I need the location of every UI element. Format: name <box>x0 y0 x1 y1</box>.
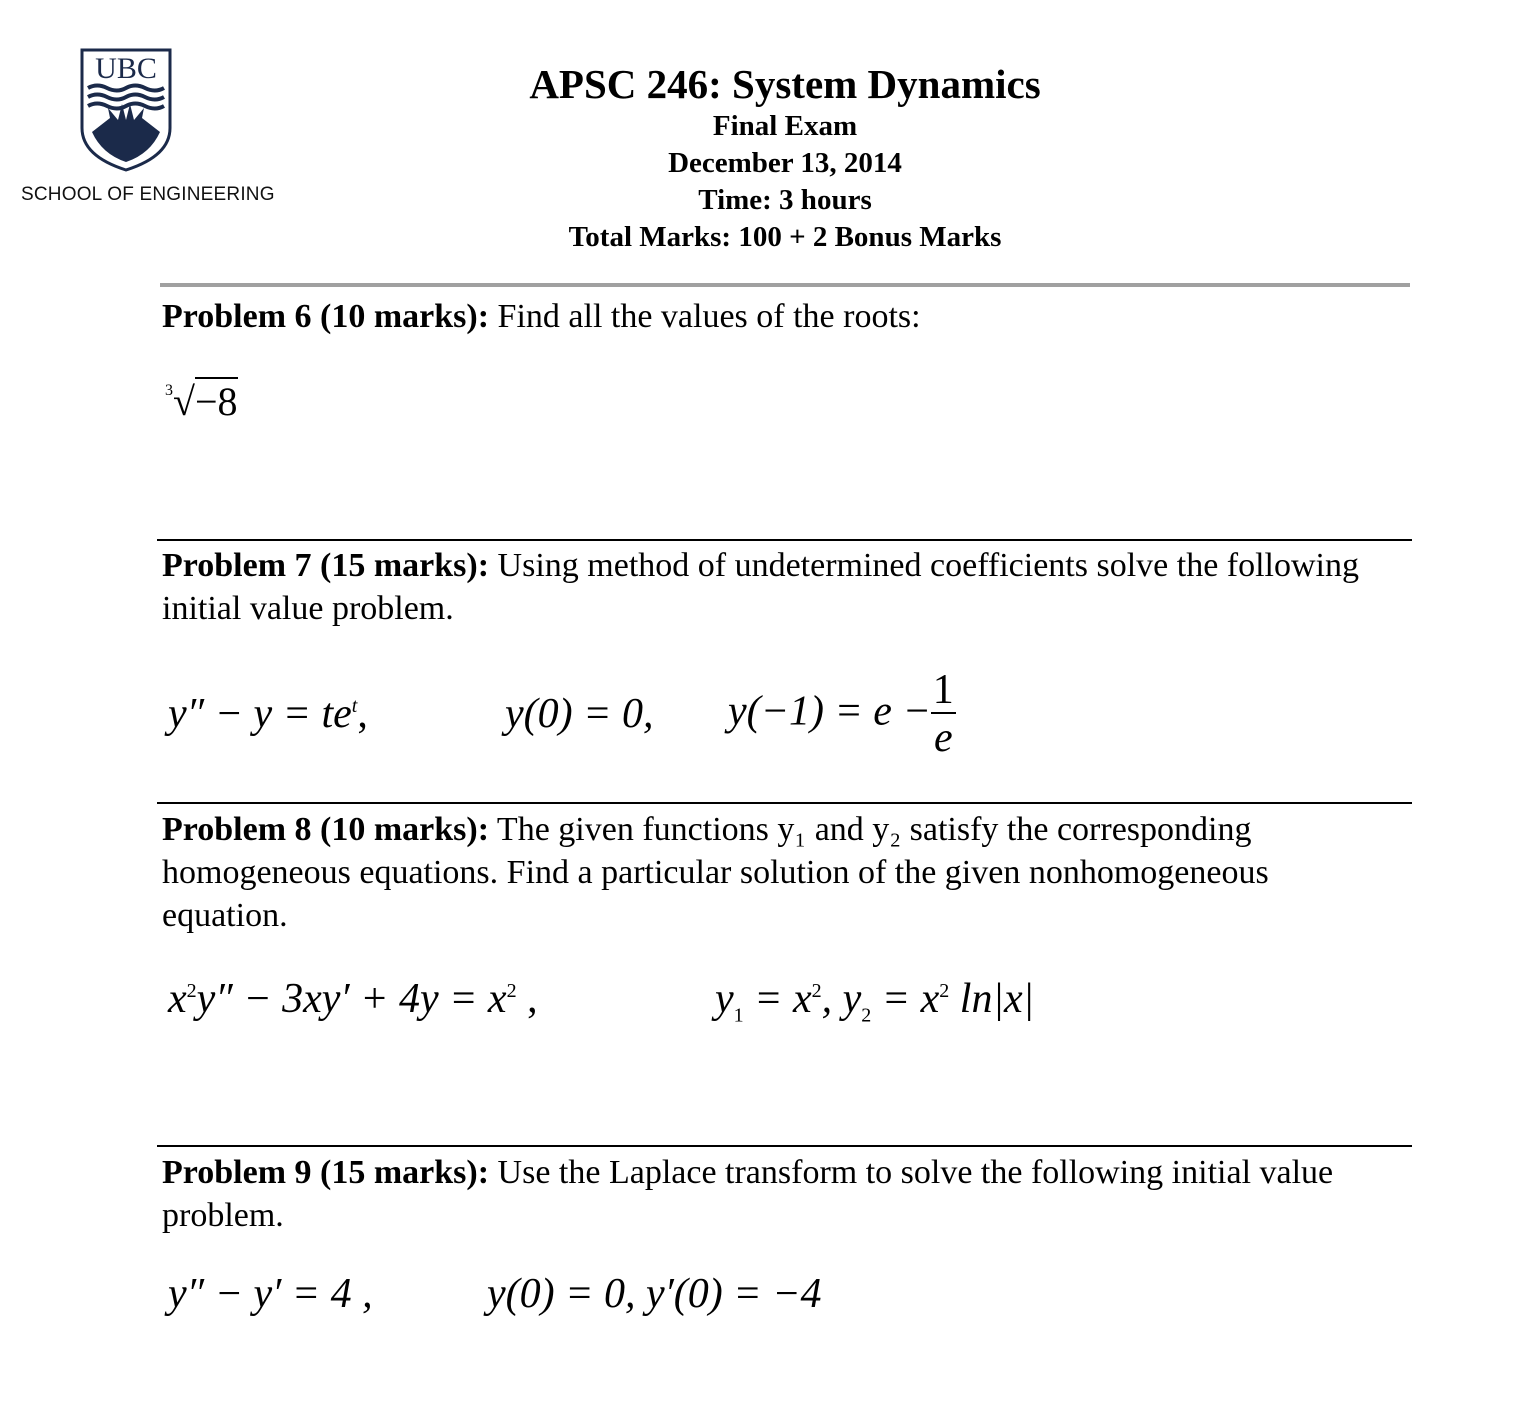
eq-sup: t <box>351 695 358 717</box>
fraction <box>931 668 956 762</box>
exam-time: Time: 3 hours <box>698 184 872 216</box>
t: y <box>715 976 734 1022</box>
problem-8-heading: Problem 8 (10 marks): <box>162 811 490 848</box>
problem-6-heading: Problem 6 (10 marks): <box>162 298 490 335</box>
problem-8-text: The given functions y₁ and y₂ satisfy the corresponding homogeneous equations. Find a particular solution of the given nonhomogeneous equation. <box>162 811 1269 934</box>
header-divider <box>160 283 1410 287</box>
t: 1 <box>733 1004 744 1027</box>
divider <box>157 1145 1412 1147</box>
exam-type: Final Exam <box>712 110 858 142</box>
numerator: 1 <box>932 667 954 713</box>
problem-7-ic2 <box>728 668 956 762</box>
problem-9-statement <box>162 1151 1402 1237</box>
eq-end: , <box>357 691 368 737</box>
t: ln|x| <box>949 976 1035 1022</box>
denominator: e <box>933 715 953 761</box>
radical-sign: √ <box>173 379 195 424</box>
t: y″ − 3xy′ + 4y = x <box>196 976 507 1022</box>
problem-9-initial-conditions: y(0) = 0, y′(0) = −4 <box>487 1271 822 1317</box>
problem-9-text: Use the Laplace transform to solve the following initial value problem. <box>162 1154 1334 1234</box>
t: , y <box>821 976 862 1022</box>
ic2-body: y(−1) = e − <box>728 688 931 735</box>
problem-6-math <box>165 378 238 425</box>
t: , <box>516 976 538 1022</box>
problem-7-heading: Problem 7 (15 marks): <box>162 547 490 584</box>
ubc-logo <box>80 48 172 172</box>
problem-9-equation: y″ − y′ = 4 , <box>168 1271 373 1317</box>
problem-7-equation <box>168 690 368 738</box>
problem-9-heading: Problem 9 (15 marks): <box>162 1154 490 1191</box>
t: 2 <box>811 980 822 1002</box>
svg-text:UBC: UBC <box>95 52 157 85</box>
course-title: APSC 246: System Dynamics <box>529 61 1041 107</box>
problem-6-text: Find all the values of the roots: <box>489 298 921 335</box>
exam-date: December 13, 2014 <box>668 147 902 179</box>
problem-8-equation <box>168 975 538 1023</box>
radicand: −8 <box>194 379 238 424</box>
total-marks: Total Marks: 100 + 2 Bonus Marks <box>568 221 1002 253</box>
t: 2 <box>186 980 197 1002</box>
t: 2 <box>861 1004 872 1027</box>
problem-7-ic1: y(0) = 0, <box>505 691 654 737</box>
t: 2 <box>506 980 517 1002</box>
divider <box>157 539 1412 541</box>
school-name: SCHOOL OF ENGINEERING <box>21 184 275 205</box>
problem-8-statement <box>162 808 1402 937</box>
t: x <box>168 976 187 1022</box>
problem-8-solutions <box>715 975 1034 1027</box>
eq-body: y″ − y = te <box>168 691 352 737</box>
t: 2 <box>939 980 950 1002</box>
problem-7-statement <box>162 544 1402 630</box>
divider <box>157 802 1412 804</box>
t: = x <box>743 976 812 1022</box>
t: = x <box>871 976 940 1022</box>
problem-7-text: Using method of undetermined coefficients solve the following initial value problem. <box>162 547 1360 627</box>
problem-6-statement <box>162 295 1402 338</box>
root-index: 3 <box>165 381 173 399</box>
